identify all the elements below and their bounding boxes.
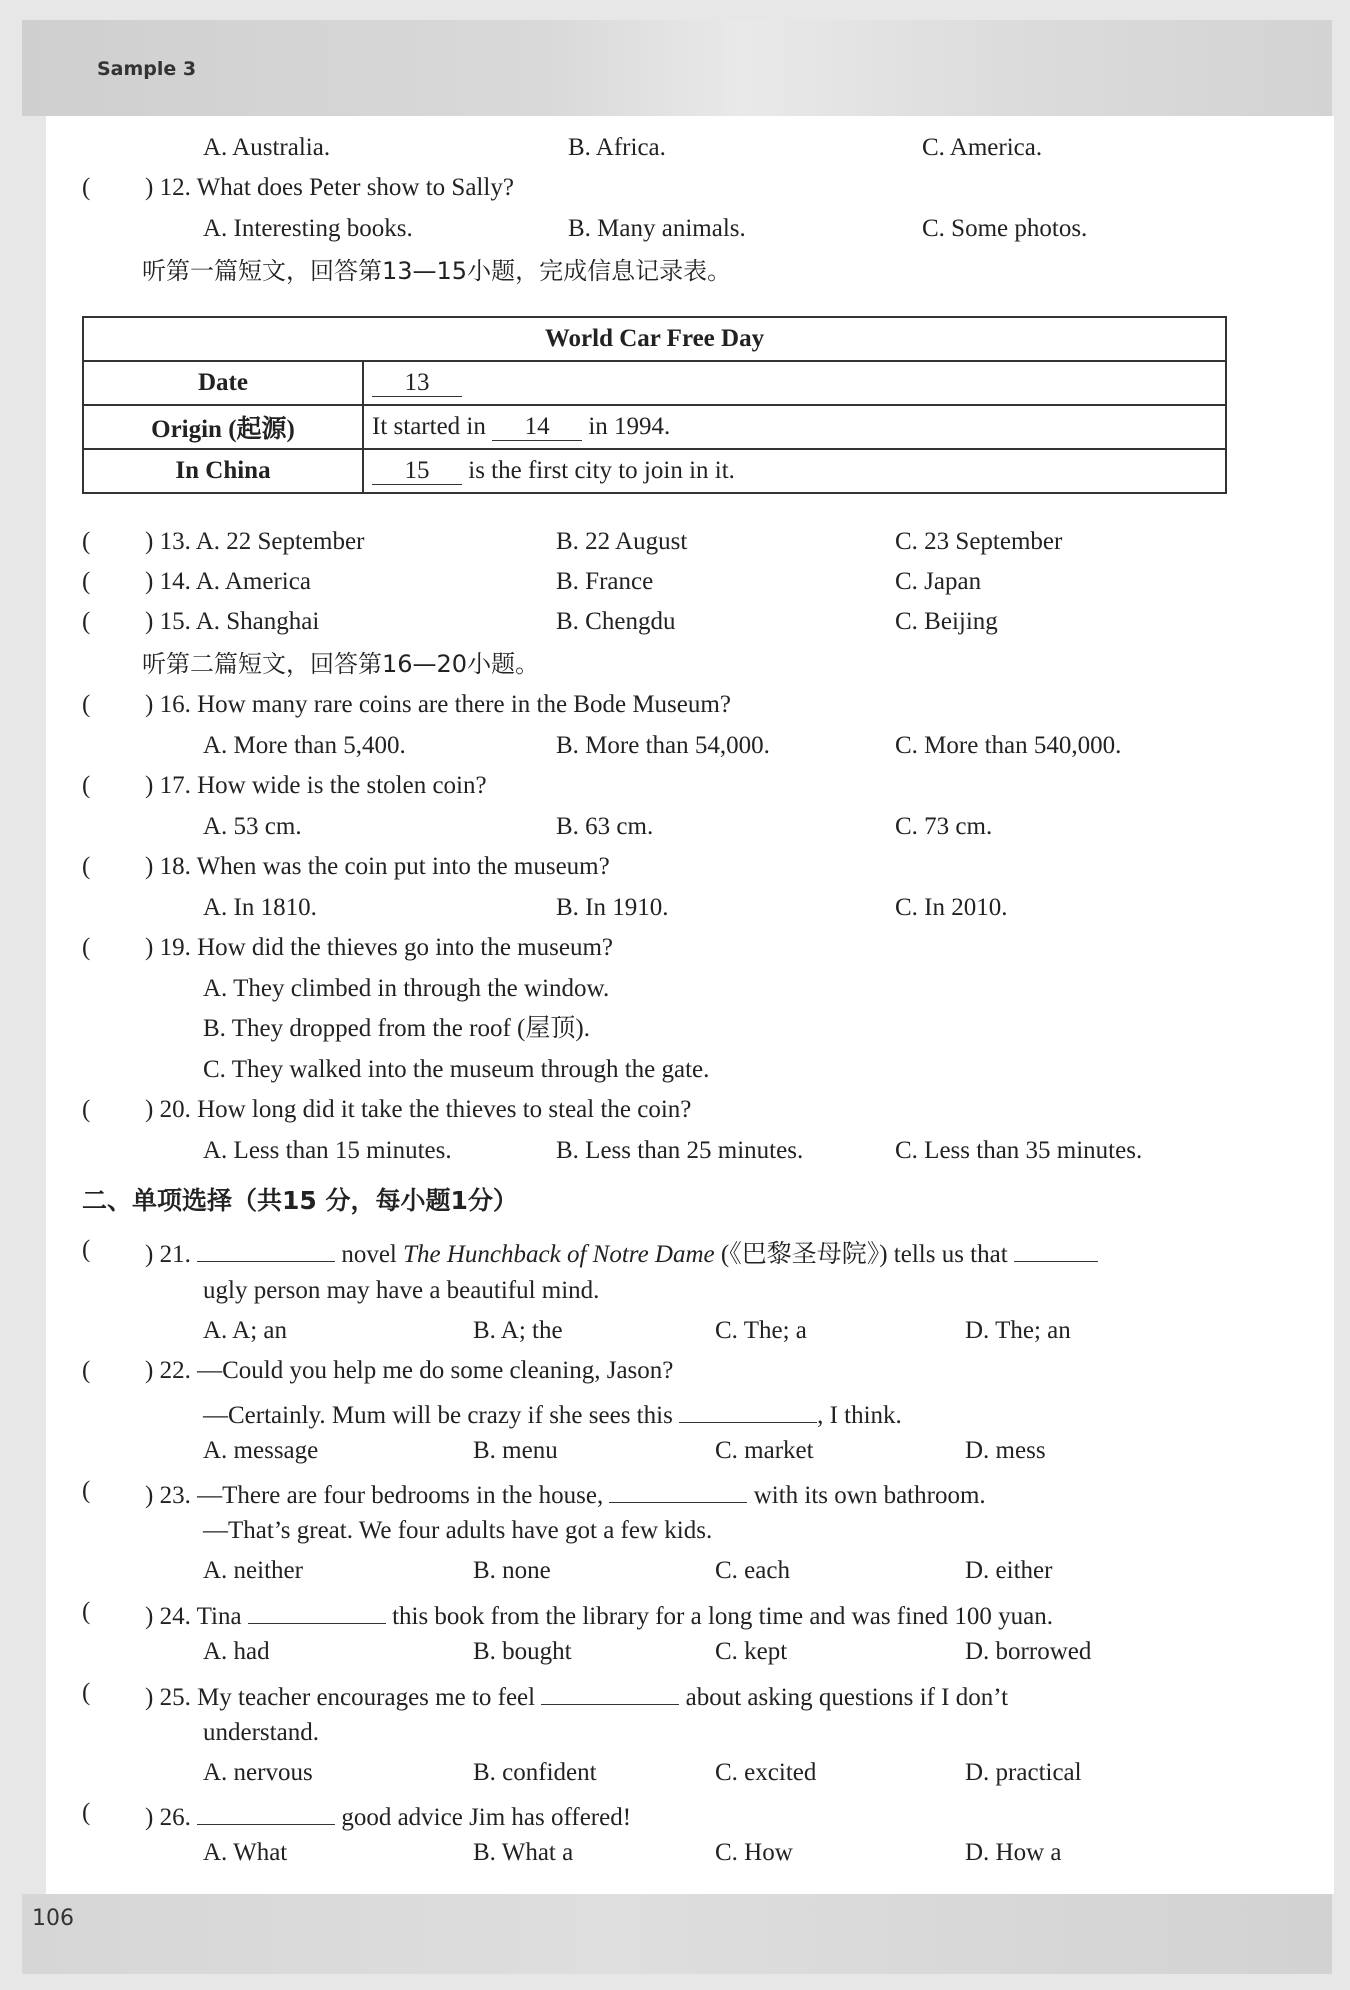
q14-option-c: C. Japan — [895, 568, 982, 595]
q25-option-d: D. practical — [965, 1759, 1082, 1786]
q12-option-a: A. Interesting books. — [203, 215, 413, 242]
q23-blank — [609, 1476, 747, 1503]
q24-option-b: B. bought — [473, 1638, 572, 1665]
q20-option-a: A. Less than 15 minutes. — [203, 1137, 452, 1164]
q25-line-1: ) 25. My teacher encourages me to feel about asking questions if I don’t — [145, 1678, 1008, 1713]
q23-option-a: A. neither — [203, 1557, 303, 1584]
table-cell-origin: It started in 14 in 1994. — [363, 405, 1226, 449]
q19-stem: ) 19. How did the thieves go into the museum? — [145, 934, 613, 961]
q20-stem: ) 20. How long did it take the thieves to steal the coin? — [145, 1096, 692, 1123]
q26-line-1: ) 26. good advice Jim has offered! — [145, 1798, 631, 1833]
q23-line-1: ) 23. —There are four bedrooms in the house, with its own bathroom. — [145, 1476, 986, 1511]
q13-option-b: B. 22 August — [556, 528, 688, 555]
q19-option-b: B. They dropped from the roof (屋顶). — [203, 1015, 590, 1042]
q21-blank-2 — [1014, 1235, 1098, 1262]
q12-paren: ( — [82, 174, 91, 201]
q15-option-c: C. Beijing — [895, 608, 998, 635]
q24-option-a: A. had — [203, 1638, 270, 1665]
page-footer-band — [22, 1894, 1332, 1974]
q26-blank — [197, 1798, 335, 1825]
page-header-band — [22, 20, 1332, 116]
q25-line-2: understand. — [203, 1719, 319, 1746]
q16-option-c: C. More than 540,000. — [895, 732, 1122, 759]
info-record-table — [82, 316, 1227, 494]
q11-option-c: C. America. — [922, 134, 1043, 161]
q21-option-a: A. A; an — [203, 1317, 288, 1344]
q24-blank — [248, 1597, 386, 1624]
q21-option-b: B. A; the — [473, 1317, 563, 1344]
q16-option-a: A. More than 5,400. — [203, 732, 406, 759]
q26-option-c: C. How — [715, 1839, 793, 1866]
q21-option-d: D. The; an — [965, 1317, 1071, 1344]
table-title: World Car Free Day — [83, 317, 1226, 361]
q21-line-1: ) 21. novel The Hunchback of Notre Dame (《巴黎圣母院》) tells us that — [145, 1235, 1098, 1270]
q26-option-d: D. How a — [965, 1839, 1062, 1866]
q20-option-b: B. Less than 25 minutes. — [556, 1137, 804, 1164]
q25-option-c: C. excited — [715, 1759, 817, 1786]
q25-blank — [541, 1678, 679, 1705]
table-label-origin: Origin (起源) — [83, 405, 363, 449]
instruction-passage-1: 听第一篇短文，回答第13—15小题，完成信息记录表。 — [142, 257, 732, 285]
q22-option-a: A. message — [203, 1437, 319, 1464]
q13-option-c: C. 23 September — [895, 528, 1063, 555]
q17-option-c: C. 73 cm. — [895, 813, 993, 840]
q17-option-b: B. 63 cm. — [556, 813, 654, 840]
q18-option-c: C. In 2010. — [895, 894, 1008, 921]
blank-15: 15 — [372, 458, 462, 485]
section-2-heading: 二、单项选择（共15 分，每小题1分） — [82, 1186, 518, 1215]
q12-stem: ) 12. What does Peter show to Sally? — [145, 174, 514, 201]
blank-13: 13 — [372, 370, 462, 397]
q15-option-b: B. Chengdu — [556, 608, 676, 635]
q15-stem: ) 15. A. Shanghai — [145, 608, 320, 635]
q16-stem: ) 16. How many rare coins are there in the Bode Museum? — [145, 691, 731, 718]
q17-stem: ) 17. How wide is the stolen coin? — [145, 772, 487, 799]
sample-label: Sample 3 — [97, 58, 197, 80]
q11-option-b: B. Africa. — [568, 134, 666, 161]
q19-option-c: C. They walked into the museum through the gate. — [203, 1056, 710, 1083]
q19-option-a: A. They climbed in through the window. — [203, 975, 610, 1002]
q22-blank — [679, 1396, 817, 1423]
q16-option-b: B. More than 54,000. — [556, 732, 770, 759]
q25-option-b: B. confident — [473, 1759, 597, 1786]
q14-option-b: B. France — [556, 568, 654, 595]
q18-option-a: A. In 1810. — [203, 894, 317, 921]
table-cell-date — [363, 361, 1226, 405]
q22-option-c: C. market — [715, 1437, 814, 1464]
q26-option-a: A. What — [203, 1839, 288, 1866]
q22-line-2: —Certainly. Mum will be crazy if she sees this , I think. — [203, 1396, 902, 1431]
q18-stem: ) 18. When was the coin put into the museum? — [145, 853, 610, 880]
q14-stem: ) 14. A. America — [145, 568, 311, 595]
q24-line-1: ) 24. Tina this book from the library for a long time and was fined 100 yuan. — [145, 1597, 1053, 1632]
q21-blank-1 — [197, 1235, 335, 1262]
q23-line-2: —That’s great. We four adults have got a few kids. — [203, 1517, 713, 1544]
q13-stem: ) 13. A. 22 September — [145, 528, 365, 555]
q12-option-c: C. Some photos. — [922, 215, 1088, 242]
q23-option-b: B. none — [473, 1557, 551, 1584]
q26-option-b: B. What a — [473, 1839, 574, 1866]
instruction-passage-2: 听第二篇短文，回答第16—20小题。 — [142, 650, 540, 678]
q21-option-c: C. The; a — [715, 1317, 807, 1344]
q24-option-d: D. borrowed — [965, 1638, 1092, 1665]
q11-option-a: A. Australia. — [203, 134, 331, 161]
q22-option-b: B. menu — [473, 1437, 558, 1464]
blank-14: 14 — [492, 414, 582, 441]
q23-option-c: C. each — [715, 1557, 790, 1584]
q22-option-d: D. mess — [965, 1437, 1046, 1464]
q22-line-1: ) 22. —Could you help me do some cleaning, Jason? — [145, 1357, 674, 1384]
q23-option-d: D. either — [965, 1557, 1053, 1584]
q18-option-b: B. In 1910. — [556, 894, 669, 921]
page-number: 106 — [32, 1906, 74, 1931]
q21-line-2: ugly person may have a beautiful mind. — [203, 1277, 600, 1304]
table-label-date: Date — [83, 361, 363, 405]
table-cell-china: 15 is the first city to join in it. — [363, 449, 1226, 493]
q20-option-c: C. Less than 35 minutes. — [895, 1137, 1143, 1164]
table-label-china: In China — [83, 449, 363, 493]
q17-option-a: A. 53 cm. — [203, 813, 302, 840]
q12-option-b: B. Many animals. — [568, 215, 746, 242]
q25-option-a: A. nervous — [203, 1759, 313, 1786]
q24-option-c: C. kept — [715, 1638, 788, 1665]
